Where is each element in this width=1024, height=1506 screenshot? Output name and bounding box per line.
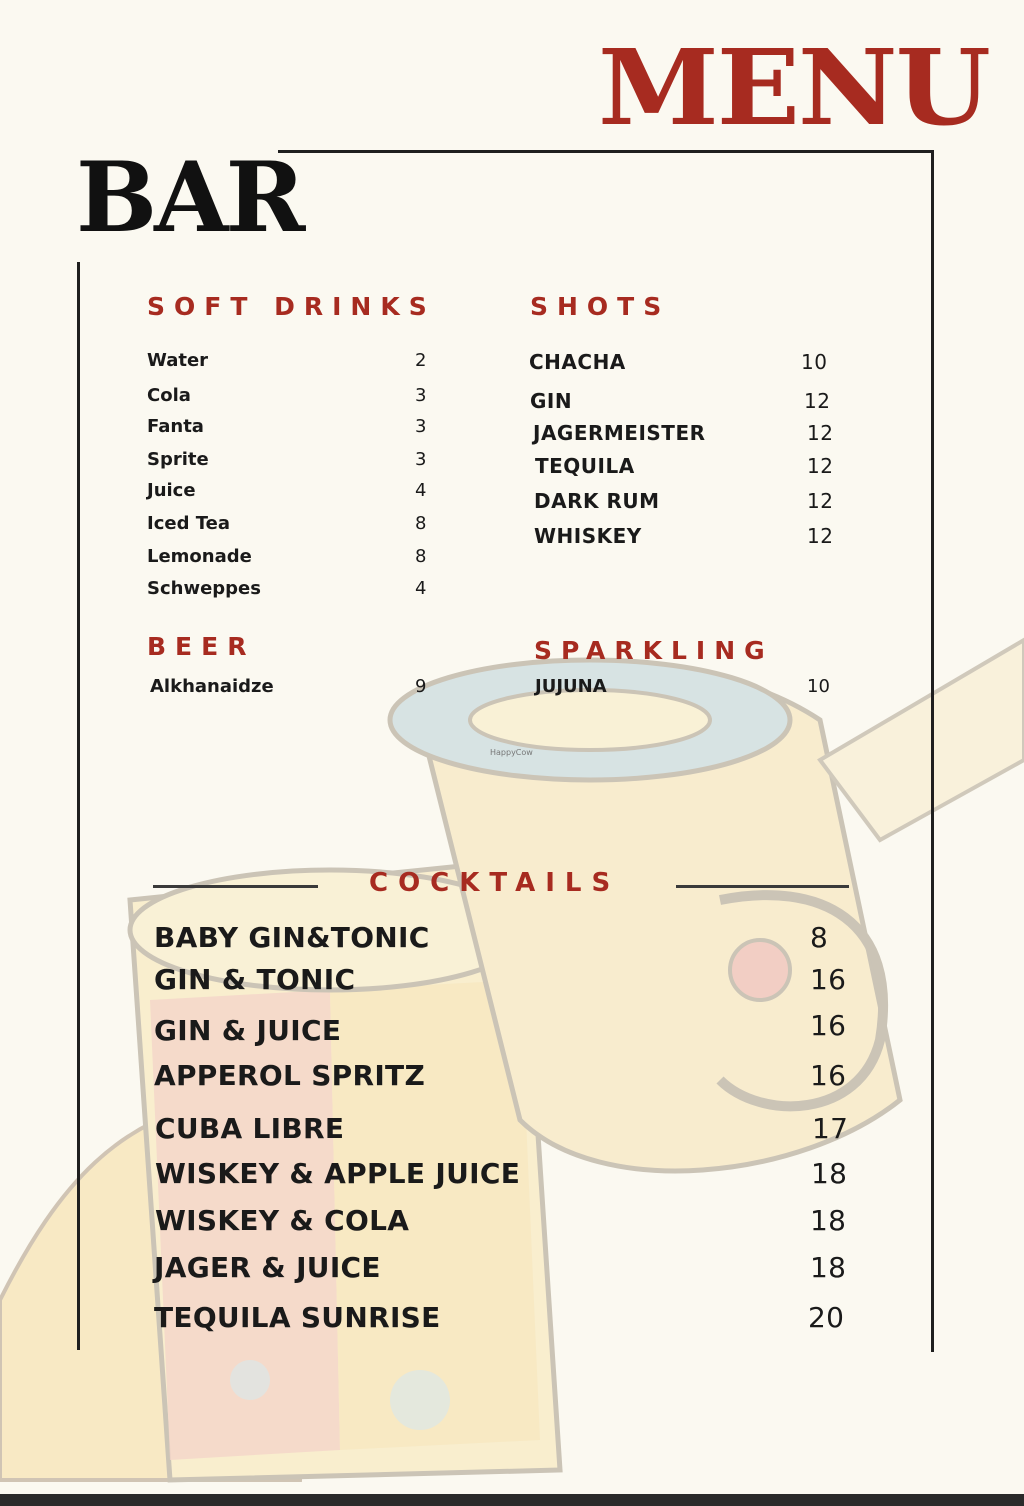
item-price: 16 (810, 963, 847, 996)
item-name: WISKEY & COLA (155, 1204, 410, 1237)
beer-header: BEER (147, 632, 256, 661)
sparkling-header: SPARKLING (534, 636, 774, 665)
frame-left-line (77, 262, 80, 1350)
item-name: Sprite (147, 449, 209, 470)
frame-top-line (278, 150, 934, 153)
watermark-text: HappyCow (490, 748, 533, 757)
item-name: BABY GIN&TONIC (154, 921, 430, 954)
item-name: DARK RUM (534, 489, 660, 513)
shots-header: SHOTS (530, 292, 671, 321)
item-name: JUJUNA (535, 676, 607, 697)
item-name: APPEROL SPRITZ (154, 1059, 426, 1092)
item-price: 2 (415, 350, 427, 371)
item-price: 9 (415, 676, 427, 697)
cocktails-divider-right (676, 885, 849, 888)
item-price: 12 (807, 454, 834, 478)
item-price: 12 (807, 489, 834, 513)
frame-right-line (931, 150, 934, 1352)
cocktails-divider-left (153, 885, 318, 888)
item-price: 17 (812, 1112, 849, 1145)
item-name: Water (147, 350, 209, 371)
item-name: WHISKEY (534, 524, 642, 548)
item-name: CUBA LIBRE (155, 1112, 345, 1145)
item-name: Schweppes (147, 578, 261, 599)
item-price: 3 (415, 385, 427, 406)
item-name: Lemonade (147, 546, 252, 567)
item-price: 4 (415, 480, 427, 501)
item-price: 8 (810, 921, 829, 954)
item-name: TEQUILA SUNRISE (154, 1301, 441, 1334)
item-price: 12 (807, 421, 834, 445)
bar-title: BAR (76, 141, 303, 254)
item-price: 8 (415, 513, 427, 534)
item-price: 18 (810, 1251, 847, 1284)
item-name: CHACHA (529, 350, 626, 374)
item-price: 16 (810, 1009, 847, 1042)
item-price: 10 (807, 676, 830, 697)
item-name: TEQUILA (535, 454, 635, 478)
item-name: WISKEY & APPLE JUICE (155, 1157, 521, 1190)
item-name: GIN & TONIC (154, 963, 356, 996)
item-name: JAGER & JUICE (154, 1251, 381, 1284)
item-name: GIN (530, 389, 573, 413)
item-price: 12 (807, 524, 834, 548)
item-name: Cola (147, 385, 191, 406)
item-price: 20 (808, 1301, 845, 1334)
item-price: 12 (804, 389, 831, 413)
bottom-edge-bar (0, 1494, 1024, 1506)
item-price: 8 (415, 546, 427, 567)
item-price: 3 (415, 416, 427, 437)
item-price: 18 (810, 1204, 847, 1237)
menu-title: MENU (598, 26, 989, 149)
item-name: Juice (147, 480, 196, 501)
item-name: Iced Tea (147, 513, 230, 534)
cocktails-header: COCKTAILS (369, 868, 621, 898)
soft-drinks-header: SOFT DRINKS (147, 292, 436, 321)
item-price: 18 (811, 1157, 848, 1190)
item-price: 4 (415, 578, 427, 599)
item-name: JAGERMEISTER (533, 421, 706, 445)
item-price: 16 (810, 1059, 847, 1092)
item-name: Fanta (147, 416, 204, 437)
item-price: 10 (801, 350, 828, 374)
item-name: Alkhanaidze (150, 676, 274, 697)
item-price: 3 (415, 449, 427, 470)
item-name: GIN & JUICE (154, 1014, 342, 1047)
